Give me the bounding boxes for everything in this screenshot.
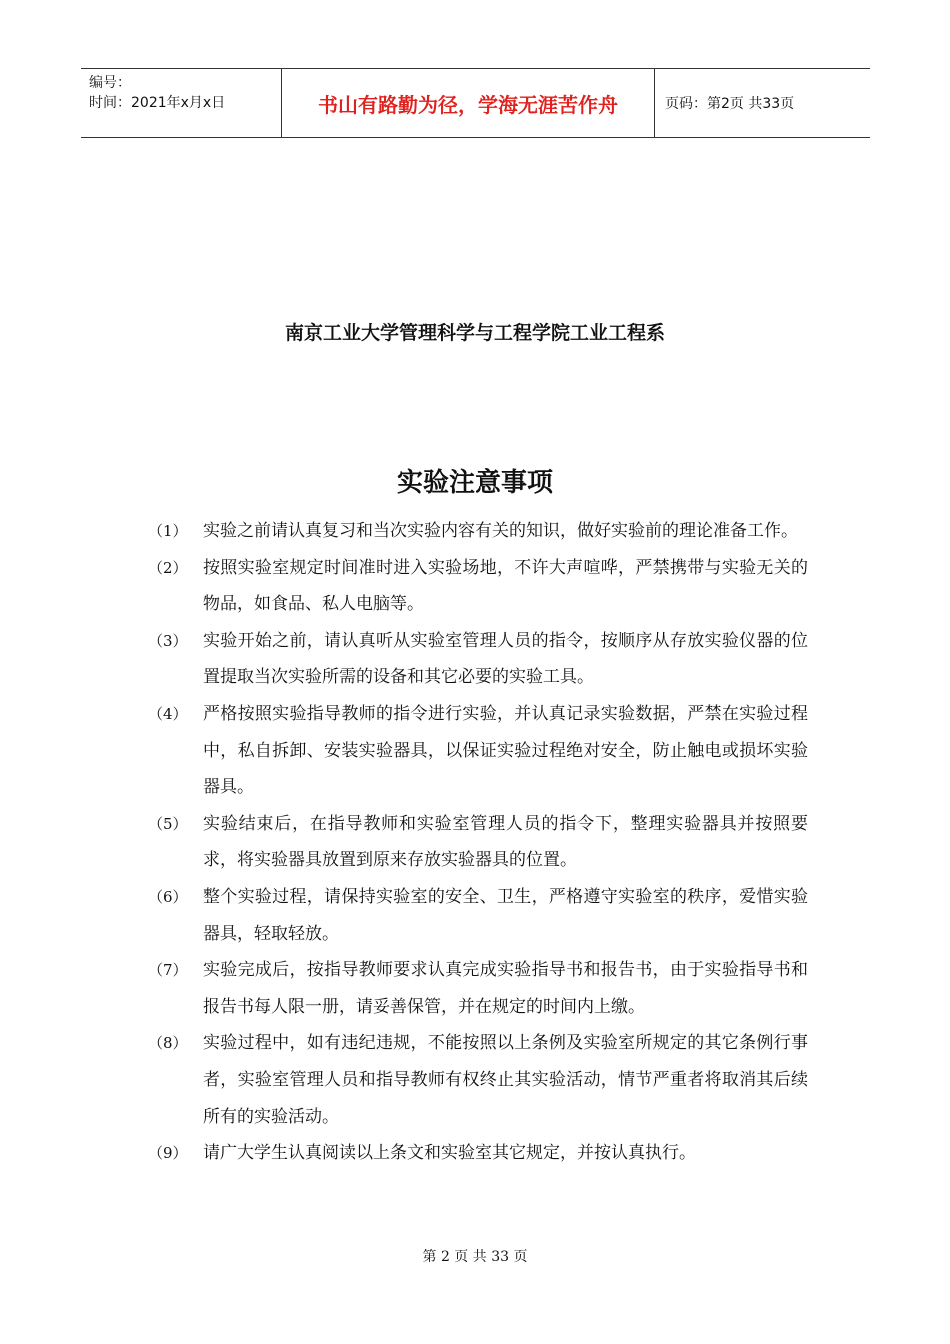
rule-item (148, 806, 808, 879)
rule-number: （3） (148, 631, 188, 650)
department-heading: 南京工业大学管理科学与工程学院工业工程系 (284, 322, 665, 344)
rule-number: （9） (148, 1144, 188, 1163)
rules-list (148, 513, 808, 1172)
rule-text: 实验过程中，如有违纪违规，不能按照以上条例及实验室所规定的其它条例行事者，实验室管理人员和指导教师有权终止其实验活动，情节严重者将取消其后续所有的实验活动。 (203, 1033, 808, 1127)
rule-text: 严格按照实验指导教师的指令进行实验，并认真记录实验数据，严禁在实验过程中，私自拆卸、安装实验器具，以保证实验过程绝对安全，防止触电或损坏实验器具。 (203, 703, 808, 798)
document-code-label: 编号： (89, 75, 131, 91)
header-meta-cell (81, 69, 282, 137)
rule-number: （8） (148, 1034, 188, 1053)
rule-text: 实验开始之前，请认真听从实验室管理人员的指令，按顺序从存放实验仪器的位置提取当次实验所需的设备和其它必要的实验工具。 (203, 630, 808, 688)
page-header (81, 68, 870, 138)
rule-number: （7） (148, 961, 188, 980)
rule-text: 按照实验室规定时间准时进入实验场地，不许大声喧哗，严禁携带与实验无关的物品，如食品、私人电脑等。 (203, 557, 808, 615)
rule-number: （2） (148, 558, 188, 577)
rule-number: （5） (148, 814, 188, 833)
rule-item (148, 696, 808, 806)
rule-item (148, 623, 808, 696)
rule-item (148, 952, 808, 1025)
header-motto-cell (282, 69, 655, 137)
page-footer: 第 2 页 共 33 页 (422, 1249, 528, 1265)
rule-item (148, 550, 808, 623)
rule-text: 实验结束后，在指导教师和实验室管理人员的指令下，整理实验器具并按照要求，将实验器具放置到原来存放实验器具的位置。 (203, 813, 808, 871)
document-time-label: 时间：2021年x月x日 (89, 95, 226, 111)
rule-number: （4） (148, 704, 188, 723)
rule-item (148, 1025, 808, 1135)
header-page-info: 页码：第2页 共33页 (665, 96, 795, 112)
rule-number: （6） (148, 887, 188, 906)
rule-text: 整个实验过程，请保持实验室的安全、卫生，严格遵守实验室的秩序，爱惜实验器具，轻取轻放。 (203, 886, 808, 944)
header-motto: 书山有路勤为径，学海无涯苦作舟 (318, 92, 618, 117)
rule-text: 请广大学生认真阅读以上条文和实验室其它规定，并按认真执行。 (203, 1143, 696, 1164)
rule-item (148, 1135, 808, 1172)
rule-item (148, 879, 808, 952)
rule-item (148, 513, 808, 550)
rule-text: 实验之前请认真复习和当次实验内容有关的知识，做好实验前的理论准备工作。 (203, 521, 798, 541)
header-page-cell (655, 69, 870, 137)
page-title: 实验注意事项 (396, 468, 553, 498)
rule-number: （1） (148, 522, 188, 540)
rule-text: 实验完成后，按指导教师要求认真完成实验指导书和报告书，由于实验指导书和报告书每人限一册，请妥善保管，并在规定的时间内上缴。 (203, 960, 808, 1017)
